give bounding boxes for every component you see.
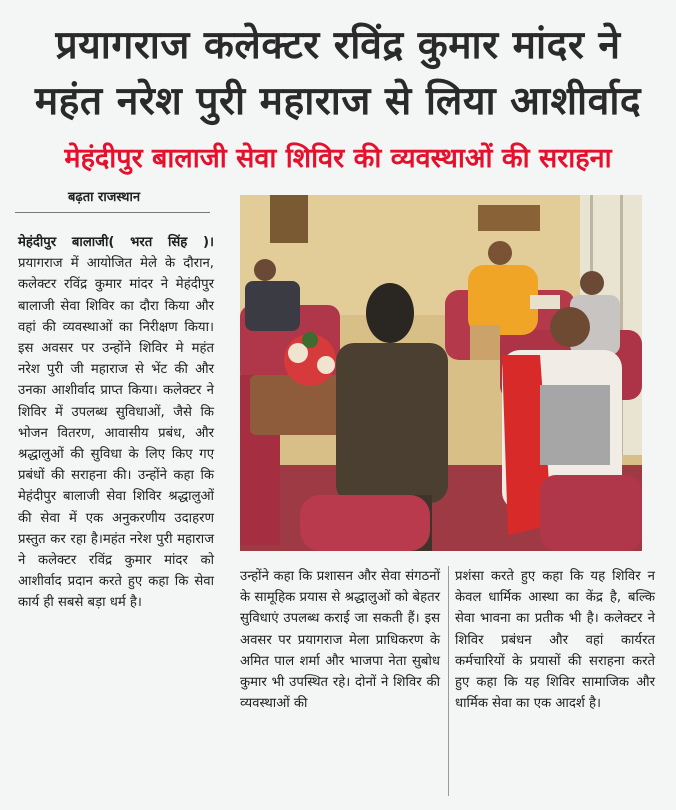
headline-line-1: प्रयागराज कलेक्टर रविंद्र कुमार मांदर ने [55, 23, 621, 68]
article-column-1 [18, 232, 214, 614]
byline-rule [15, 212, 210, 213]
article-column-2: उन्होंने कहा कि प्रशासन और सेवा संगठनों के सामूहिक प्रयास से श्रद्धालुओं को बेहतर सुविधाएं उपलब्ध कराई जा सकती हैं। इस अवसर पर प्रयागराज मेला प्राधिकरण के अमित पाल शर्मा और भाजपा नेता सुबोध कुमार भी उपस्थित रहे। दोनों ने शिविर की व्यवस्थाओं की [240, 569, 440, 712]
article-column-3: प्रशंसा करते हुए कहा कि यह शिविर न केवल धार्मिक आस्था का केंद्र है, बल्कि सेवा भावना का प्रतीक भी है। कलेक्टर ने शिविर प्रबंधन और वहां कार्यरत कर्मचारियों के प्रयासों की सराहना करते हुए कहा कि यह शिविर सामाजिक और धार्मिक सेवा का एक आदर्श है। [455, 569, 655, 712]
subheadline: मेहंदीपुर बालाजी सेवा शिविर की व्यवस्थाओं की सराहना [64, 143, 612, 174]
headline-line-2: महंत नरेश पुरी महाराज से लिया आशीर्वाद [34, 79, 642, 124]
column-divider [448, 566, 449, 796]
photo-illustration [240, 195, 642, 551]
byline: बढ़ता राजस्थान [68, 190, 141, 205]
news-photo [240, 195, 642, 551]
article-col1-text: प्रयागराज में आयोजित मेले के दौरान, कलेक्टर रविंद्र कुमार मांदर ने मेहंदीपुर बालाजी सेवा शिविर का दौरा किया और वहां की व्यवस्थाओं का निरीक्षण किया। इस अवसर पर उन्होंने शिविर मे महंत नरेश पुरी जी महाराज से भेंट की और उनका आशीर्वाद प्राप्त किया। कलेक्टर ने शिविर में उपलब्ध सुविधाओं, जैसे कि भोजन वितरण, आवासीय प्रबंध, और श्रद्धालुओं की सुविधा के लिए किए गए प्रबंधों की सराहना की। उन्होंने कहा कि मेहंदीपुर बालाजी सेवा शिविर श्रद्धालुओं की सेवा में एक अनुकरणीय उदाहरण प्रस्तुत कर रहा है।महंत नरेश पुरी महाराज ने कलेक्टर रविंद्र कुमार मांदर को आशीर्वाद प्रदान करते हुए कहा कि सेवा कार्य ही सबसे बड़ा धर्म है। [18, 256, 214, 611]
article-lead: मेहंदीपुर बालाजी( भरत सिंह )। [18, 235, 214, 250]
